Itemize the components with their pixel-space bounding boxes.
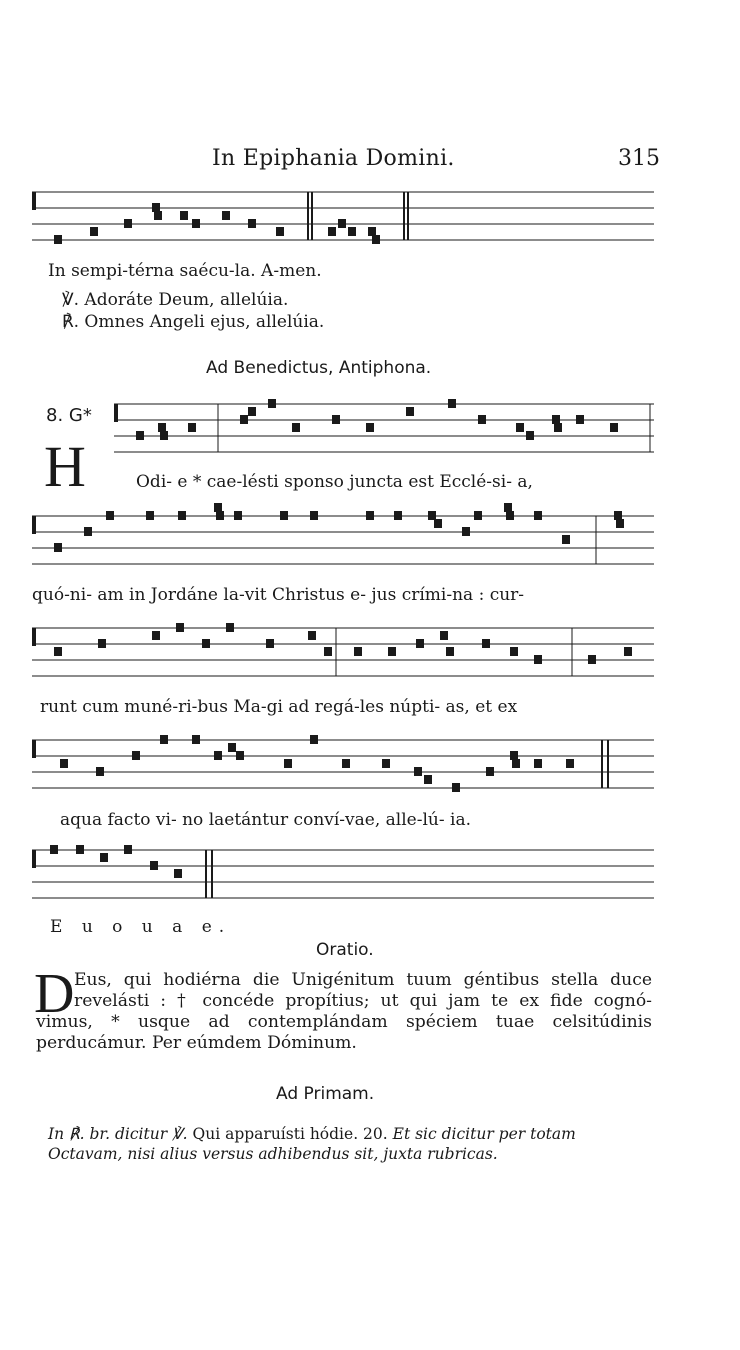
antiphon-lyrics-line-4: aqua facto vi- no laetántur conví-vae, alle-lú- ia. <box>60 810 471 830</box>
neume <box>552 415 560 424</box>
neume <box>100 853 108 862</box>
neume <box>292 423 300 432</box>
clef <box>32 740 36 758</box>
neume <box>534 759 542 768</box>
neume <box>248 407 256 416</box>
neume <box>424 775 432 784</box>
primam-heading: Ad Primam. <box>276 1084 375 1104</box>
neume <box>372 235 380 244</box>
neume <box>124 219 132 228</box>
neume <box>414 767 422 776</box>
neume <box>368 227 376 236</box>
neume <box>222 211 230 220</box>
neume <box>486 767 494 776</box>
neume <box>448 399 456 408</box>
oratio-initial: D <box>34 963 75 1025</box>
neume <box>342 759 350 768</box>
neume <box>478 415 486 424</box>
neume <box>192 735 200 744</box>
neume <box>588 655 596 664</box>
neume <box>308 631 316 640</box>
neume <box>132 751 140 760</box>
response: ℟. Omnes Angeli ejus, allelúia. <box>62 312 325 332</box>
neume <box>366 511 374 520</box>
oratio-line: perducámur. Per eúmdem Dóminum. <box>36 1033 357 1053</box>
neume <box>90 227 98 236</box>
neume <box>510 647 518 656</box>
neume <box>526 431 534 440</box>
neume <box>276 227 284 236</box>
neume <box>310 735 318 744</box>
neume <box>554 423 562 432</box>
neume <box>84 527 92 536</box>
neume <box>174 869 182 878</box>
neume <box>60 759 68 768</box>
page-title: In Epiphania Domini. <box>212 146 455 171</box>
neume <box>54 235 62 244</box>
oratio-line: revelásti : † concéde propítius; ut qui jam te ex fide cognó- <box>74 991 652 1011</box>
neume <box>124 845 132 854</box>
neume <box>624 647 632 656</box>
neume <box>348 227 356 236</box>
oratio-line: Eus, qui hodiérna die Unigénitum tuum géntibus stella duce <box>74 970 652 990</box>
neume <box>280 511 288 520</box>
neume <box>234 511 242 520</box>
neume <box>474 511 482 520</box>
neume <box>510 751 518 760</box>
neume <box>440 631 448 640</box>
neume <box>146 511 154 520</box>
neume <box>150 861 158 870</box>
neume <box>310 511 318 520</box>
neume <box>178 511 186 520</box>
neume <box>158 423 166 432</box>
neume <box>76 845 84 854</box>
neume <box>54 647 62 656</box>
neume <box>152 203 160 212</box>
neume <box>394 511 402 520</box>
neume <box>462 527 470 536</box>
antiphon-lyrics-line-1: Odi- e * cae-lésti sponso juncta est Ecclé-si- a, <box>136 472 533 492</box>
neume <box>506 511 514 520</box>
neume <box>354 647 362 656</box>
neume <box>214 503 222 512</box>
neume <box>248 219 256 228</box>
neume <box>154 211 162 220</box>
neume <box>152 631 160 640</box>
neume <box>226 623 234 632</box>
neume <box>98 639 106 648</box>
neume <box>610 423 618 432</box>
neume <box>228 743 236 752</box>
primam-rubric-line-2: Octavam, nisi alius versus adhibendus sit, juxta rubricas. <box>48 1145 498 1163</box>
antiphon-lyrics-line-2: quó-ni- am in Jordáne la-vit Christus e- jus crími-na : cur- <box>32 585 525 605</box>
neume <box>332 415 340 424</box>
neume <box>388 647 396 656</box>
clef <box>32 628 36 646</box>
neume <box>106 511 114 520</box>
neume <box>284 759 292 768</box>
neume <box>406 407 414 416</box>
neume <box>328 227 336 236</box>
neume <box>614 511 622 520</box>
antiphon-lyrics-line-3: runt cum muné-ri-bus Ma-gi ad regá-les núpti- as, et ex <box>40 697 518 717</box>
antiphon-initial: H <box>44 434 86 499</box>
neume <box>160 735 168 744</box>
neume <box>216 511 224 520</box>
neume <box>534 511 542 520</box>
neume <box>382 759 390 768</box>
neume <box>446 647 454 656</box>
neume <box>434 519 442 528</box>
antiphon-heading: Ad Benedictus, Antiphona. <box>206 358 432 378</box>
clef <box>32 850 36 868</box>
neume <box>338 219 346 228</box>
neume <box>192 219 200 228</box>
neume <box>96 767 104 776</box>
oratio-line: vimus, * usque ad contemplándam spéciem tuae celsitúdinis <box>36 1012 652 1032</box>
neume <box>236 751 244 760</box>
neume <box>160 431 168 440</box>
neume <box>452 783 460 792</box>
primam-rubric-line-1 <box>48 1125 576 1143</box>
neume <box>516 423 524 432</box>
oratio-heading: Oratio. <box>316 940 374 960</box>
neume <box>428 511 436 520</box>
neume <box>240 415 248 424</box>
euouae: E u o u a e. <box>50 917 232 937</box>
neume <box>266 639 274 648</box>
neume <box>616 519 624 528</box>
page-number: 315 <box>618 146 660 171</box>
clef <box>114 404 118 422</box>
neume <box>202 639 210 648</box>
neume <box>176 623 184 632</box>
neume <box>54 543 62 552</box>
neume <box>268 399 276 408</box>
neume <box>534 655 542 664</box>
neume <box>576 415 584 424</box>
neume <box>562 535 570 544</box>
neume <box>50 845 58 854</box>
neume <box>214 751 222 760</box>
neume <box>136 431 144 440</box>
oratio-text <box>36 970 652 1054</box>
clef <box>32 516 36 534</box>
neume <box>482 639 490 648</box>
neume <box>188 423 196 432</box>
neume <box>416 639 424 648</box>
versicle: ℣. Adoráte Deum, allelúia. <box>62 290 289 310</box>
neume <box>366 423 374 432</box>
neume <box>324 647 332 656</box>
neume <box>180 211 188 220</box>
neume <box>504 503 512 512</box>
mode-label: 8. G* <box>46 405 92 426</box>
neume <box>566 759 574 768</box>
clef <box>32 192 36 210</box>
staff1-lyrics: In sempi-térna saécu-la. A-men. <box>48 261 322 281</box>
rubric-roman: Qui apparuísti hódie. 20. <box>187 1125 393 1143</box>
neume <box>512 759 520 768</box>
rubric-italic: In ℟. br. dicitur ℣. <box>48 1125 188 1143</box>
rubric-italic: Et sic dicitur per totam <box>392 1125 576 1143</box>
